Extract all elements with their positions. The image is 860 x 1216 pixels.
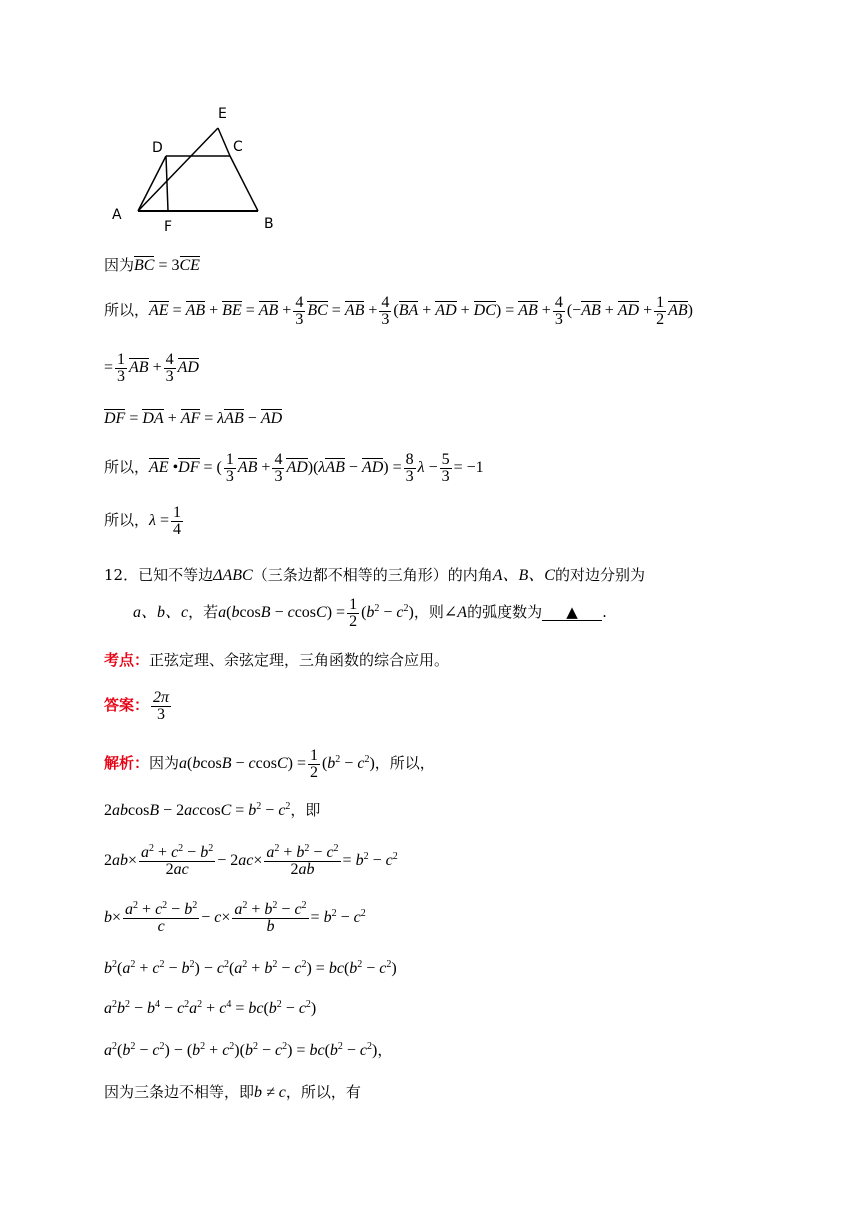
kaodian-line: 考点：正弦定理、余弦定理，三角函数的综合应用。 bbox=[104, 651, 450, 669]
label-F: F bbox=[164, 219, 173, 235]
problem-12-line1: 12．已知不等边ΔABC（三条边都不相等的三角形）的内角A、B、C的对边分别为 bbox=[104, 566, 645, 584]
analysis-line4: b× $\frac{a^2 + c^2 - b^2}{c}$ − c× $\frac{a^2 + b^2 - c^2}{b}$ = $b^2 - c^2$ bbox=[104, 900, 366, 935]
trapezoid-figure bbox=[100, 98, 300, 238]
segment-AD bbox=[138, 156, 166, 211]
analysis-line6: $a^2b^2 - b^4 - c^2a^2 + c^4 = bc(b^2 - c^2)$ bbox=[104, 999, 317, 1017]
analysis-line7: $a^2(b^2 - c^2) - (b^2 + c^2)(b^2 - c^2) = bc(b^2 - c^2)$， bbox=[104, 1041, 393, 1059]
segment-DF bbox=[166, 156, 168, 211]
analysis-line5: $b^2(a^2 + c^2 - b^2) - c^2(a^2 + b^2 - c^2) = bc(b^2 - c^2)$ bbox=[104, 959, 397, 977]
segment-CE bbox=[218, 128, 230, 156]
analysis-line1: 解析：因为a(bcosB − ccosC) = $\frac{1}{2}$ $(b^2 - c^2)$，所以， bbox=[104, 747, 435, 781]
answer-line: 答案： $\frac{2\pi}{3}$ bbox=[104, 689, 170, 723]
analysis-line8: 因为三条边不相等，即b ≠ c，所以，有 bbox=[104, 1083, 361, 1101]
line-dot-product: 所以，AE •DF = ( $\frac{1}{3}$ AB + $\frac{4}{3}$ AD)(λAB − AD) = $\frac{8}{3}$ λ − $\frac{5}{3}$ = −1 bbox=[104, 451, 484, 485]
segment-CB bbox=[230, 156, 258, 211]
problem-12-line2: a、b、c，若a(bcosB − ccosC) = $\frac{1}{2}$ $(b^2 - c^2)$，则∠A的弧度数为 ▲ . bbox=[133, 596, 607, 630]
label-B: B bbox=[264, 216, 274, 232]
analysis-line3: 2ab× $\frac{a^2 + c^2 - b^2}{2ac}$ − 2ac× $\frac{a^2 + b^2 - c^2}{2ab}$ = $b^2 - c^2$ bbox=[104, 843, 398, 878]
analysis-line2: $2abcosB - 2accosC = b^2 - c^2$，即 bbox=[104, 801, 321, 819]
line-df: DF = DA + AF = λAB − AD bbox=[104, 410, 283, 427]
segment-AE bbox=[138, 128, 218, 211]
answer-blank: ▲ bbox=[542, 604, 602, 621]
line-equals-result: = $\frac{1}{3}$ AB + $\frac{4}{3}$ AD bbox=[104, 351, 199, 385]
line-because-bc: 因为BC = 3CE bbox=[104, 256, 200, 274]
label-A: A bbox=[112, 207, 122, 223]
label-E: E bbox=[218, 106, 227, 122]
line-lambda: 所以，λ = $\frac{1}{4}$ bbox=[104, 504, 181, 538]
label-C: C bbox=[233, 139, 243, 155]
label-D: D bbox=[152, 140, 163, 156]
line-so-ae: 所以，AE = AB + BE = AB + $\frac{4}{3}$ BC = AB + $\frac{4}{3}$ (BA + AD + DC) = AB + $\frac{4}{3}$ (−AB + AD + $\frac{1}{2}$ AB) bbox=[104, 294, 693, 328]
